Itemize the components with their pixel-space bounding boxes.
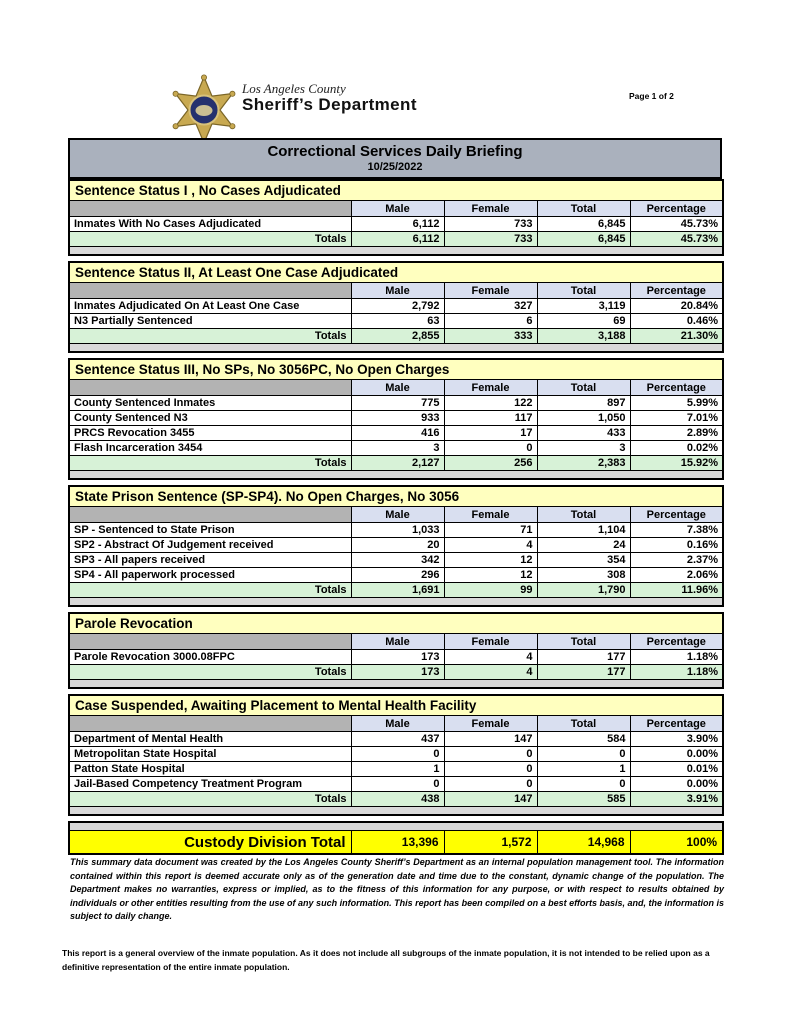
grand-total-female: 1,572 — [444, 831, 537, 855]
cell-value: 3 — [351, 441, 444, 456]
table-row — [69, 523, 723, 538]
cell-value: 0 — [351, 777, 444, 792]
column-header: Male — [351, 634, 444, 650]
section-title: Sentence Status II, At Least One Case Adjudicated — [69, 262, 723, 283]
cell-value: 3.90% — [630, 732, 723, 747]
report-title: Correctional Services Daily Briefing — [267, 143, 523, 160]
totals-value: 2,127 — [351, 456, 444, 471]
grand-total-spacer — [69, 822, 723, 831]
table-row — [69, 650, 723, 665]
section-spacer-row — [69, 471, 723, 480]
cell-value: 3 — [537, 441, 630, 456]
section-title: State Prison Sentence (SP-SP4). No Open Charges, No 3056 — [69, 486, 723, 507]
section-title: Sentence Status I , No Cases Adjudicated — [69, 180, 723, 201]
column-header: Total — [537, 283, 630, 299]
logo-county-text: Los Angeles County — [242, 81, 346, 96]
cell-value: 69 — [537, 314, 630, 329]
table-row — [69, 299, 723, 314]
section-title: Case Suspended, Awaiting Placement to Mental Health Facility — [69, 695, 723, 716]
section-title-row — [69, 180, 723, 201]
row-label: County Sentenced N3 — [69, 411, 351, 426]
totals-row — [69, 792, 723, 807]
totals-row — [69, 665, 723, 680]
overview-note-paragraph: This report is a general overview of the inmate population. As it does not include all subgroups of the inmate population, it is not intended to be relied upon as a definitive representation of the entire inmate population. — [62, 948, 710, 973]
cell-value: 0.01% — [630, 762, 723, 777]
section-spacer — [69, 598, 723, 607]
totals-value: 45.73% — [630, 232, 723, 247]
cell-value: 7.01% — [630, 411, 723, 426]
totals-value: 1.18% — [630, 665, 723, 680]
section-table — [68, 694, 724, 816]
section-spacer-row — [69, 680, 723, 689]
column-header: Percentage — [630, 283, 723, 299]
totals-value: 733 — [444, 232, 537, 247]
cell-value: 0.00% — [630, 777, 723, 792]
table-row — [69, 762, 723, 777]
column-header: Percentage — [630, 634, 723, 650]
cell-value: 1 — [537, 762, 630, 777]
cell-value: 437 — [351, 732, 444, 747]
table-row — [69, 441, 723, 456]
cell-value: 6,112 — [351, 217, 444, 232]
totals-row — [69, 232, 723, 247]
totals-value: 11.96% — [630, 583, 723, 598]
section-spacer — [69, 471, 723, 480]
column-header: Percentage — [630, 380, 723, 396]
section-title-row — [69, 359, 723, 380]
column-header-spacer — [69, 201, 351, 217]
section-spacer — [69, 344, 723, 353]
section-title: Sentence Status III, No SPs, No 3056PC, No Open Charges — [69, 359, 723, 380]
cell-value: 71 — [444, 523, 537, 538]
cell-value: 177 — [537, 650, 630, 665]
totals-value: 177 — [537, 665, 630, 680]
table-row — [69, 396, 723, 411]
totals-value: 3.91% — [630, 792, 723, 807]
column-header-row — [69, 201, 723, 217]
section-spacer-row — [69, 807, 723, 816]
column-header-row — [69, 716, 723, 732]
column-header-row — [69, 634, 723, 650]
column-header: Female — [444, 380, 537, 396]
cell-value: 0 — [351, 747, 444, 762]
column-header-row — [69, 380, 723, 396]
row-label: PRCS Revocation 3455 — [69, 426, 351, 441]
cell-value: 0 — [444, 747, 537, 762]
totals-value: 99 — [444, 583, 537, 598]
cell-value: 1 — [351, 762, 444, 777]
logo-wordmark — [242, 82, 417, 113]
cell-value: 584 — [537, 732, 630, 747]
row-label: Flash Incarceration 3454 — [69, 441, 351, 456]
cell-value: 342 — [351, 553, 444, 568]
totals-value: 2,383 — [537, 456, 630, 471]
cell-value: 2,792 — [351, 299, 444, 314]
totals-label: Totals — [69, 456, 351, 471]
cell-value: 0 — [537, 777, 630, 792]
totals-label: Totals — [69, 665, 351, 680]
page-header — [0, 0, 791, 138]
report-body — [68, 138, 722, 855]
column-header: Total — [537, 716, 630, 732]
cell-value: 308 — [537, 568, 630, 583]
cell-value: 733 — [444, 217, 537, 232]
column-header: Male — [351, 283, 444, 299]
column-header: Total — [537, 380, 630, 396]
row-label: SP4 - All paperwork processed — [69, 568, 351, 583]
totals-value: 333 — [444, 329, 537, 344]
totals-label: Totals — [69, 232, 351, 247]
cell-value: 4 — [444, 650, 537, 665]
totals-value: 2,855 — [351, 329, 444, 344]
section-spacer-row — [69, 598, 723, 607]
totals-value: 3,188 — [537, 329, 630, 344]
cell-value: 775 — [351, 396, 444, 411]
section-table — [68, 358, 724, 480]
row-label: Parole Revocation 3000.08FPC — [69, 650, 351, 665]
cell-value: 5.99% — [630, 396, 723, 411]
column-header: Percentage — [630, 201, 723, 217]
table-row — [69, 538, 723, 553]
totals-value: 6,845 — [537, 232, 630, 247]
page-number-label: Page 1 of 2 — [629, 91, 674, 101]
table-row — [69, 747, 723, 762]
row-label: N3 Partially Sentenced — [69, 314, 351, 329]
row-label: County Sentenced Inmates — [69, 396, 351, 411]
column-header: Female — [444, 716, 537, 732]
table-row — [69, 777, 723, 792]
section-table — [68, 179, 724, 256]
disclaimer-paragraph: This summary data document was created by the Los Angeles County Sheriff’s Department as an internal population management tool. The information contained within this report is deemed accurate only as of the generation date and time due to the constant, dynamic change of the population. The Department makes no warranties, express or implied, as to the fitness of this information for any purpose, or with respect to results obtained by individuals or other entities resulting from the use of any such information. This report has been compiled on a best efforts basis, and, the information is subject to daily change. — [70, 857, 724, 921]
column-header: Female — [444, 634, 537, 650]
section-spacer — [69, 680, 723, 689]
cell-value: 327 — [444, 299, 537, 314]
cell-value: 1.18% — [630, 650, 723, 665]
grand-total-table — [68, 821, 724, 855]
section-title-row — [69, 695, 723, 716]
column-header-row — [69, 507, 723, 523]
section-table — [68, 261, 724, 353]
totals-value: 15.92% — [630, 456, 723, 471]
row-label: SP3 - All papers received — [69, 553, 351, 568]
column-header-spacer — [69, 283, 351, 299]
cell-value: 20 — [351, 538, 444, 553]
section-table — [68, 612, 724, 689]
column-header: Total — [537, 634, 630, 650]
grand-total-total: 14,968 — [537, 831, 630, 855]
logo-department-text: Sheriff’s Department — [242, 94, 417, 114]
cell-value: 2.37% — [630, 553, 723, 568]
totals-value: 21.30% — [630, 329, 723, 344]
cell-value: 12 — [444, 553, 537, 568]
table-row — [69, 411, 723, 426]
sections-container — [68, 179, 722, 816]
column-header: Percentage — [630, 507, 723, 523]
row-label: Inmates With No Cases Adjudicated — [69, 217, 351, 232]
column-header: Percentage — [630, 716, 723, 732]
cell-value: 0.16% — [630, 538, 723, 553]
cell-value: 933 — [351, 411, 444, 426]
cell-value: 2.06% — [630, 568, 723, 583]
cell-value: 296 — [351, 568, 444, 583]
column-header: Male — [351, 380, 444, 396]
cell-value: 122 — [444, 396, 537, 411]
column-header-row — [69, 283, 723, 299]
cell-value: 7.38% — [630, 523, 723, 538]
cell-value: 416 — [351, 426, 444, 441]
row-label: SP2 - Abstract Of Judgement received — [69, 538, 351, 553]
column-header: Female — [444, 283, 537, 299]
section-title-row — [69, 486, 723, 507]
cell-value: 6 — [444, 314, 537, 329]
cell-value: 0 — [537, 747, 630, 762]
column-header: Female — [444, 507, 537, 523]
table-row — [69, 217, 723, 232]
table-row — [69, 568, 723, 583]
section-title-row — [69, 613, 723, 634]
column-header-spacer — [69, 507, 351, 523]
cell-value: 147 — [444, 732, 537, 747]
totals-value: 585 — [537, 792, 630, 807]
totals-label: Totals — [69, 792, 351, 807]
table-row — [69, 314, 723, 329]
totals-value: 1,691 — [351, 583, 444, 598]
cell-value: 4 — [444, 538, 537, 553]
section-spacer — [69, 247, 723, 256]
table-row — [69, 553, 723, 568]
section-spacer — [69, 807, 723, 816]
grand-total-male: 13,396 — [351, 831, 444, 855]
column-header-spacer — [69, 716, 351, 732]
grand-total-row — [69, 831, 723, 855]
column-header: Total — [537, 201, 630, 217]
column-header: Total — [537, 507, 630, 523]
cell-value: 117 — [444, 411, 537, 426]
grand-total-percentage: 100% — [630, 831, 723, 855]
cell-value: 0 — [444, 777, 537, 792]
totals-row — [69, 456, 723, 471]
cell-value: 0 — [444, 441, 537, 456]
grand-total-label: Custody Division Total — [69, 831, 351, 855]
totals-row — [69, 329, 723, 344]
cell-value: 354 — [537, 553, 630, 568]
cell-value: 12 — [444, 568, 537, 583]
totals-value: 147 — [444, 792, 537, 807]
cell-value: 897 — [537, 396, 630, 411]
column-header-spacer — [69, 380, 351, 396]
totals-label: Totals — [69, 583, 351, 598]
column-header: Male — [351, 507, 444, 523]
table-row — [69, 426, 723, 441]
cell-value: 20.84% — [630, 299, 723, 314]
row-label: Metropolitan State Hospital — [69, 747, 351, 762]
cell-value: 1,033 — [351, 523, 444, 538]
cell-value: 45.73% — [630, 217, 723, 232]
section-title: Parole Revocation — [69, 613, 723, 634]
row-label: SP - Sentenced to State Prison — [69, 523, 351, 538]
totals-value: 6,112 — [351, 232, 444, 247]
row-label: Department of Mental Health — [69, 732, 351, 747]
section-table — [68, 485, 724, 607]
cell-value: 3,119 — [537, 299, 630, 314]
row-label: Inmates Adjudicated On At Least One Case — [69, 299, 351, 314]
cell-value: 0.46% — [630, 314, 723, 329]
cell-value: 24 — [537, 538, 630, 553]
report-date: 10/25/2022 — [367, 161, 423, 173]
totals-value: 173 — [351, 665, 444, 680]
row-label: Jail-Based Competency Treatment Program — [69, 777, 351, 792]
column-header: Male — [351, 201, 444, 217]
totals-row — [69, 583, 723, 598]
table-row — [69, 732, 723, 747]
cell-value: 17 — [444, 426, 537, 441]
totals-label: Totals — [69, 329, 351, 344]
cell-value: 173 — [351, 650, 444, 665]
section-title-row — [69, 262, 723, 283]
totals-value: 438 — [351, 792, 444, 807]
cell-value: 433 — [537, 426, 630, 441]
column-header: Male — [351, 716, 444, 732]
cell-value: 2.89% — [630, 426, 723, 441]
cell-value: 6,845 — [537, 217, 630, 232]
column-header: Female — [444, 201, 537, 217]
report-title-block — [68, 138, 722, 179]
totals-value: 4 — [444, 665, 537, 680]
cell-value: 0 — [444, 762, 537, 777]
column-header-spacer — [69, 634, 351, 650]
row-label: Patton State Hospital — [69, 762, 351, 777]
cell-value: 0.00% — [630, 747, 723, 762]
cell-value: 63 — [351, 314, 444, 329]
cell-value: 1,050 — [537, 411, 630, 426]
totals-value: 1,790 — [537, 583, 630, 598]
cell-value: 0.02% — [630, 441, 723, 456]
totals-value: 256 — [444, 456, 537, 471]
cell-value: 1,104 — [537, 523, 630, 538]
sheriff-badge-icon — [168, 74, 240, 148]
section-spacer-row — [69, 344, 723, 353]
section-spacer-row — [69, 247, 723, 256]
